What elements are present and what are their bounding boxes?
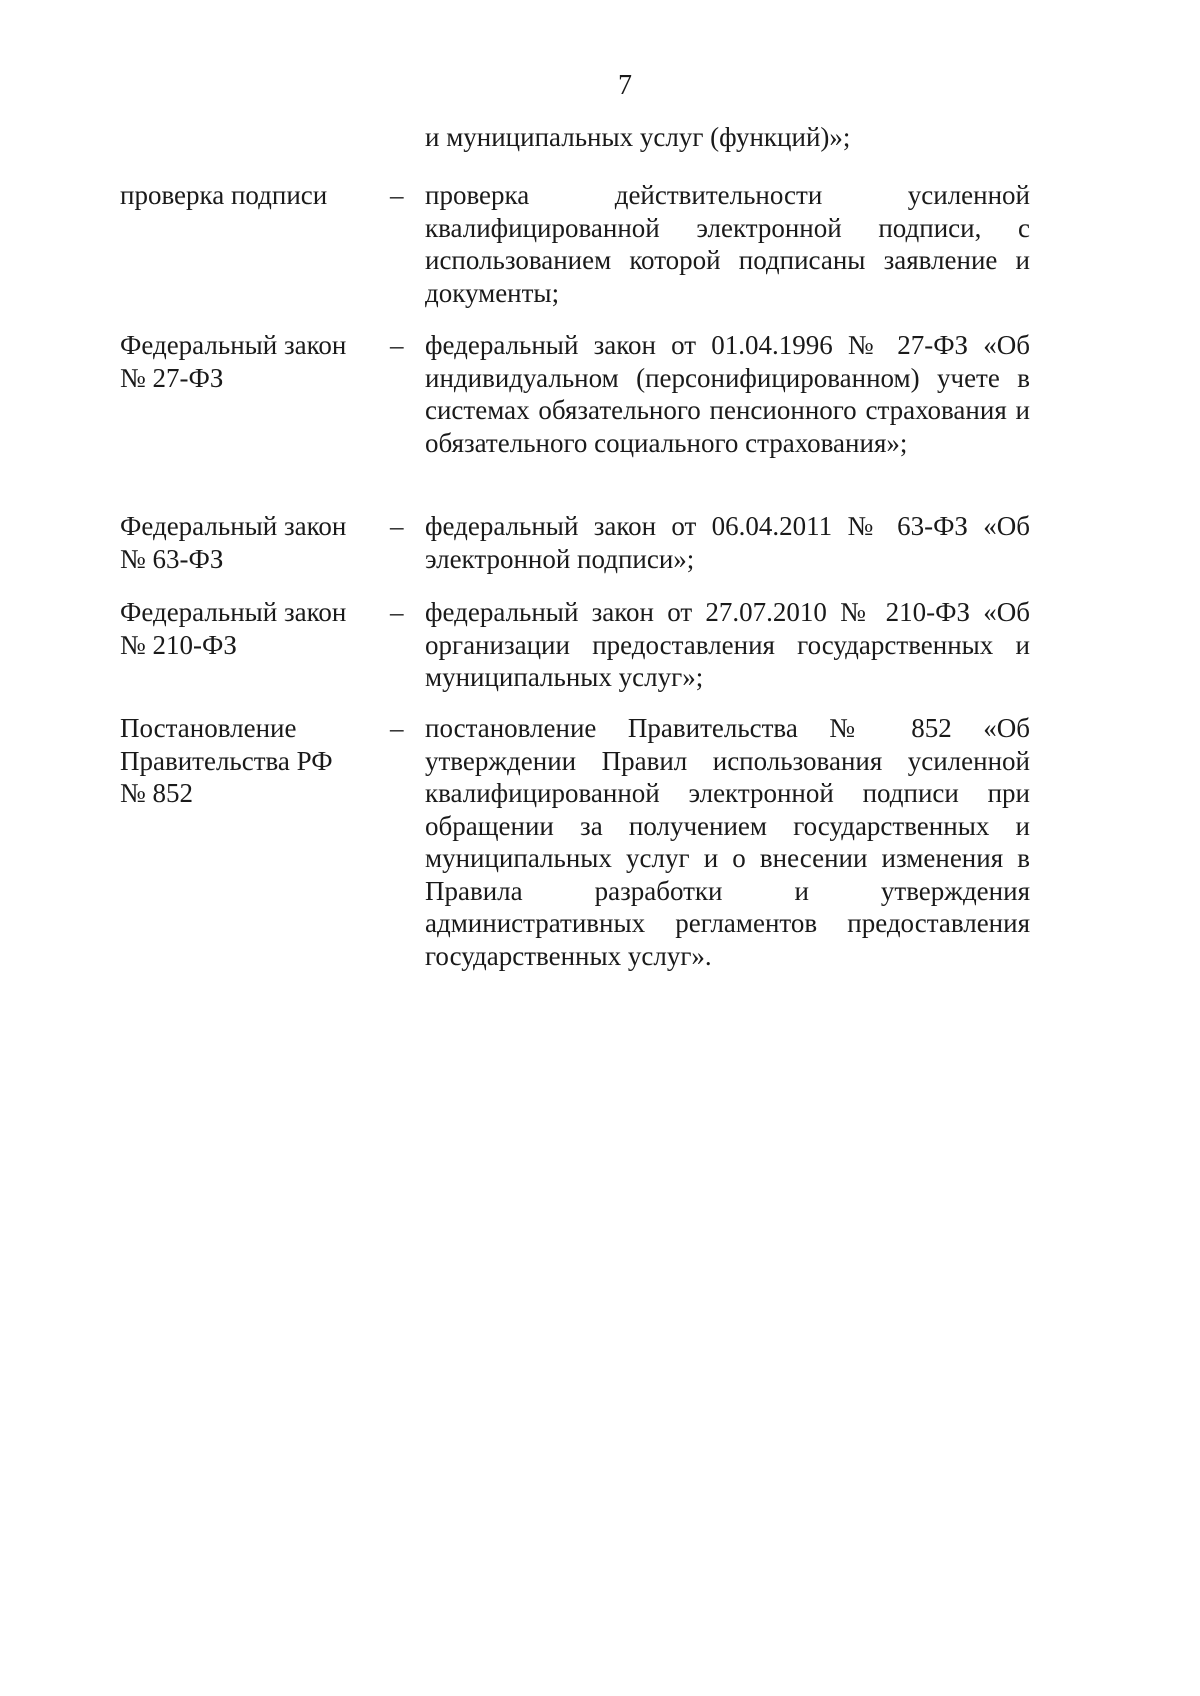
term-line: Федеральный закон [120,511,347,541]
term [120,329,380,394]
term-line: проверка подписи [120,180,328,210]
term [120,596,380,661]
term-line: № 210-ФЗ [120,629,237,660]
dash: – [390,511,404,541]
term-line: № 63-ФЗ [120,543,224,574]
term [120,712,380,810]
dash: – [390,597,404,627]
term [120,510,380,575]
continuation-text: и муниципальных услуг (функций)»; [425,122,851,152]
definition-text: постановление Правительства № 852 «Об утверждении Правил использования усиленной квалифицированной электронной подписи при обращении за получением государственных и муниципальных услуг и о внесении изменения в Правила разработки и утверждения административных регламентов предоставления государственных услуг». [425,713,1030,971]
term-line: Федеральный закон [120,330,347,360]
term [120,179,380,212]
term-line: Постановление [120,713,297,743]
term-line: Правительства РФ [120,745,333,776]
dash: – [390,180,404,210]
definition-text: проверка действительности усиленной квалифицированной электронной подписи, с использованием которой подписаны заявление и документы; [425,180,1030,308]
page-number: 7 [618,70,632,101]
term-line: № 852 [120,778,194,808]
dash: – [390,330,404,360]
definition-text: федеральный закон от 06.04.2011 № 63-ФЗ «Об электронной подписи»; [425,511,1030,574]
dash: – [390,713,404,743]
term-line: № 27-ФЗ [120,362,224,393]
definition-text: федеральный закон от 27.07.2010 № 210-ФЗ «Об организации предоставления государственных и муниципальных услуг»; [425,597,1030,692]
term-line: Федеральный закон [120,597,347,627]
definition-text: федеральный закон от 01.04.1996 № 27-ФЗ «Об индивидуальном (персонифицированном) учете в системах обязательного пенсионного страхования и обязательного социального страхования»; [425,330,1030,458]
